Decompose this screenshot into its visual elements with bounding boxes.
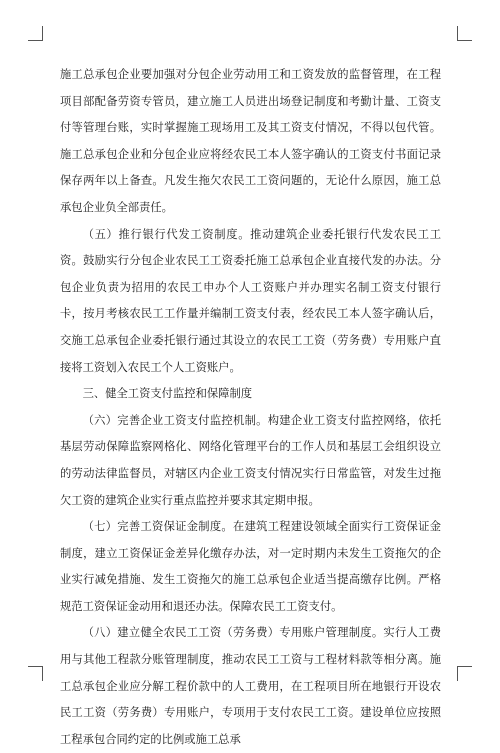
paragraph-payment-monitoring: （六）完善企业工资支付监控机制。构建企业工资支付监控网络，依托基层劳动保障监察网格化、网络化管理平台的工作人员和基层工会组织设立的劳动法律监督员，对辖区内企业工资支付情况实行日常监管，对发生过拖欠工资的建筑企业实行重点监控并要求其定期申报。 [60, 413, 441, 507]
crop-mark-top-right [457, 26, 472, 41]
paragraph-wage-deposit: （七）完善工资保证金制度。在建筑工程建设领域全面实行工资保证金制度，建立工资保证金差异化缴存办法，对一定时期内未发生工资拖欠的企业实行减免措施、发生工资拖欠的施工总承包企业适当提高缴存比例。严格规范工资保证金动用和退还办法。保障农民工工资支付。 [60, 520, 441, 613]
crop-mark-bottom-right [457, 666, 472, 681]
crop-mark-top-left [28, 26, 43, 41]
section-heading-3: 三、健全工资支付监控和保障制度 [82, 387, 253, 401]
paragraph-contractor-supervision: 施工总承包企业要加强对分包企业劳动用工和工资发放的监督管理，在工程项目部配备劳资专管员，建立施工人员进出场登记制度和考勤计量、工资支付等管理台账，实时掌握施工现场用工及其工资支付情况，不得以包代管。施工总承包企业和分包企业应将经农民工本人签字确认的工资支付书面记录保存两年以上备查。凡发生拖欠农民工工资问题的，无论什么原因，施工总承包企业负全部责任。 [60, 68, 441, 214]
paragraph-bank-payroll: （五）推行银行代发工资制度。推动建筑企业委托银行代发农民工工资。鼓励实行分包企业农民工工资委托施工总承包企业直接代发的办法。分包企业负责为招用的农民工申办个人工资账户并办理实名制工资支付银行卡，按月考核农民工工作量并编制工资支付表，经农民工本人签字确认后，交施工总承包企业委托银行通过其设立的农民工工资（劳务费）专用账户直接将工资划入农民工个人工资账户。 [60, 227, 441, 374]
crop-mark-bottom-left [28, 666, 43, 681]
document-body [60, 62, 441, 753]
paragraph-special-account: （八）建立健全农民工工资（劳务费）专用账户管理制度。实行人工费用与其他工程款分账管理制度，推动农民工工资与工程材料款等相分离。施工总承包企业应分解工程价款中的人工费用，在工程项目所在地银行开设农民工工资（劳务费）专用账户，专项用于支付农民工工资。建设单位应按照工程承包合同约定的比例或施工总承 [60, 626, 441, 746]
